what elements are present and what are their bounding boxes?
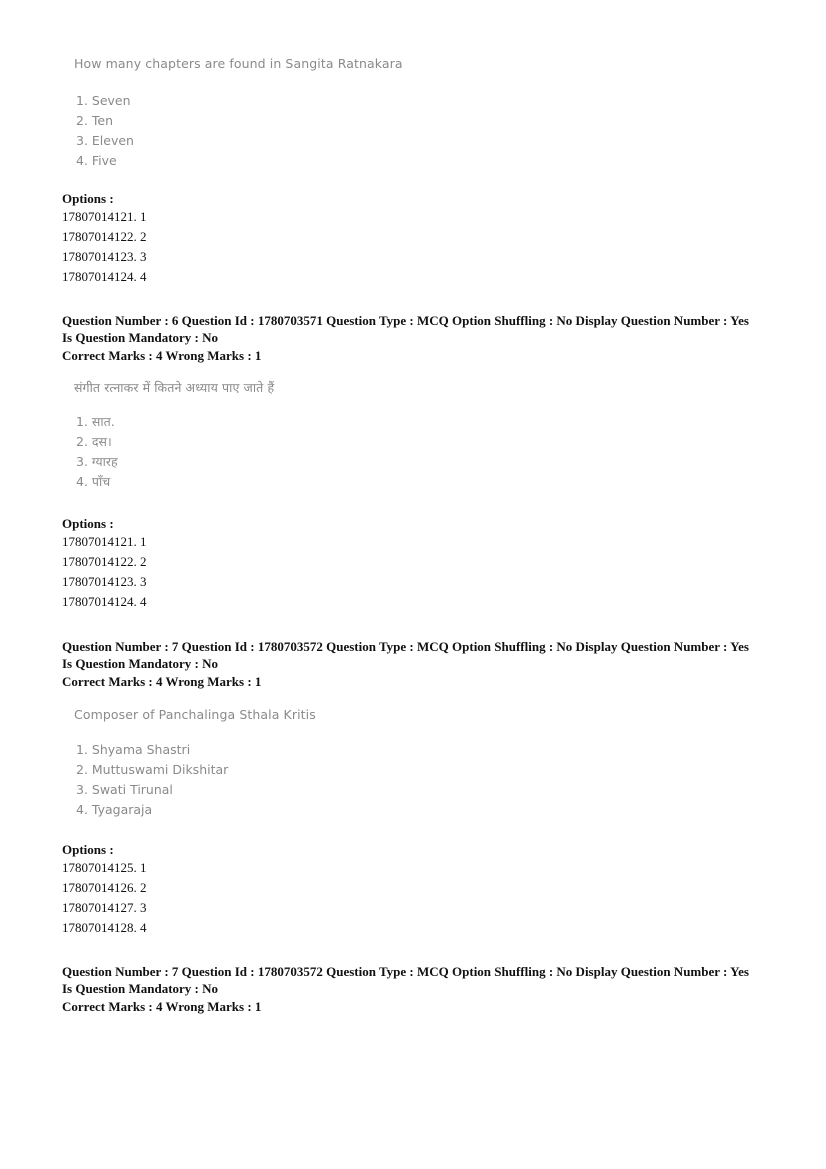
choice-item: 1. सात. xyxy=(76,414,115,429)
marks-line: Correct Marks : 4 Wrong Marks : 1 xyxy=(62,999,262,1014)
option-row: 17807014124. 4 xyxy=(62,269,147,284)
option-row: 17807014128. 4 xyxy=(62,920,147,935)
options-block-q1 xyxy=(62,191,147,287)
option-row: 17807014122. 2 xyxy=(62,554,147,569)
option-row: 17807014123. 3 xyxy=(62,249,147,264)
choice-item: 3. Swati Tirunal xyxy=(76,782,173,797)
question-meta-line: Question Number : 7 Question Id : 1780703572 Question Type : MCQ Option Shuffling : No Display Question Number : Yes xyxy=(62,639,749,654)
option-row: 17807014124. 4 xyxy=(62,594,147,609)
choice-item: 4. Tyagaraja xyxy=(76,802,153,817)
question-text: संगीत रत्नाकर में कितने अध्याय पाए जाते हैं xyxy=(74,380,275,395)
option-row: 17807014121. 1 xyxy=(62,209,147,224)
option-row: 17807014125. 1 xyxy=(62,860,147,875)
marks-line: Correct Marks : 4 Wrong Marks : 1 xyxy=(62,674,262,689)
question-image-q1 xyxy=(74,56,403,171)
question-meta-line: Question Number : 7 Question Id : 1780703572 Question Type : MCQ Option Shuffling : No Display Question Number : Yes xyxy=(62,964,749,979)
choice-item: 1. Seven xyxy=(76,93,131,108)
question-mandatory-line: Is Question Mandatory : No xyxy=(62,980,219,996)
question-meta-q2 xyxy=(62,313,749,365)
question-mandatory-line: Is Question Mandatory : No xyxy=(62,329,219,345)
question-text: How many chapters are found in Sangita Ratnakara xyxy=(74,56,403,71)
choice-list xyxy=(74,740,316,820)
choice-item: 1. Shyama Shastri xyxy=(76,742,191,757)
question-image-q3 xyxy=(74,707,316,820)
question-text: Composer of Panchalinga Sthala Kritis xyxy=(74,707,316,722)
question-meta-line: Question Number : 6 Question Id : 1780703571 Question Type : MCQ Option Shuffling : No Display Question Number : Yes xyxy=(62,313,749,328)
choice-item: 2. दस। xyxy=(76,434,112,449)
choice-item: 4. पाँच xyxy=(76,474,111,489)
option-row: 17807014126. 2 xyxy=(62,880,147,895)
choice-item: 3. Eleven xyxy=(76,133,134,148)
marks-line: Correct Marks : 4 Wrong Marks : 1 xyxy=(62,348,262,363)
choice-list xyxy=(74,91,403,171)
question-meta-q3 xyxy=(62,639,749,691)
options-block-q2 xyxy=(62,516,147,612)
question-mandatory-line: Is Question Mandatory : No xyxy=(62,655,219,671)
choice-item: 2. Ten xyxy=(76,113,114,128)
choice-item: 2. Muttuswami Dikshitar xyxy=(76,762,229,777)
choice-item: 3. ग्यारह xyxy=(76,454,118,469)
question-meta-q4 xyxy=(62,964,749,1016)
options-label: Options : xyxy=(62,516,114,531)
option-row: 17807014127. 3 xyxy=(62,900,147,915)
options-label: Options : xyxy=(62,191,114,206)
option-row: 17807014123. 3 xyxy=(62,574,147,589)
choice-item: 4. Five xyxy=(76,153,117,168)
option-row: 17807014121. 1 xyxy=(62,534,147,549)
question-image-q2 xyxy=(74,379,274,492)
choice-list xyxy=(74,412,274,492)
option-row: 17807014122. 2 xyxy=(62,229,147,244)
options-label: Options : xyxy=(62,842,114,857)
options-block-q3 xyxy=(62,842,147,938)
